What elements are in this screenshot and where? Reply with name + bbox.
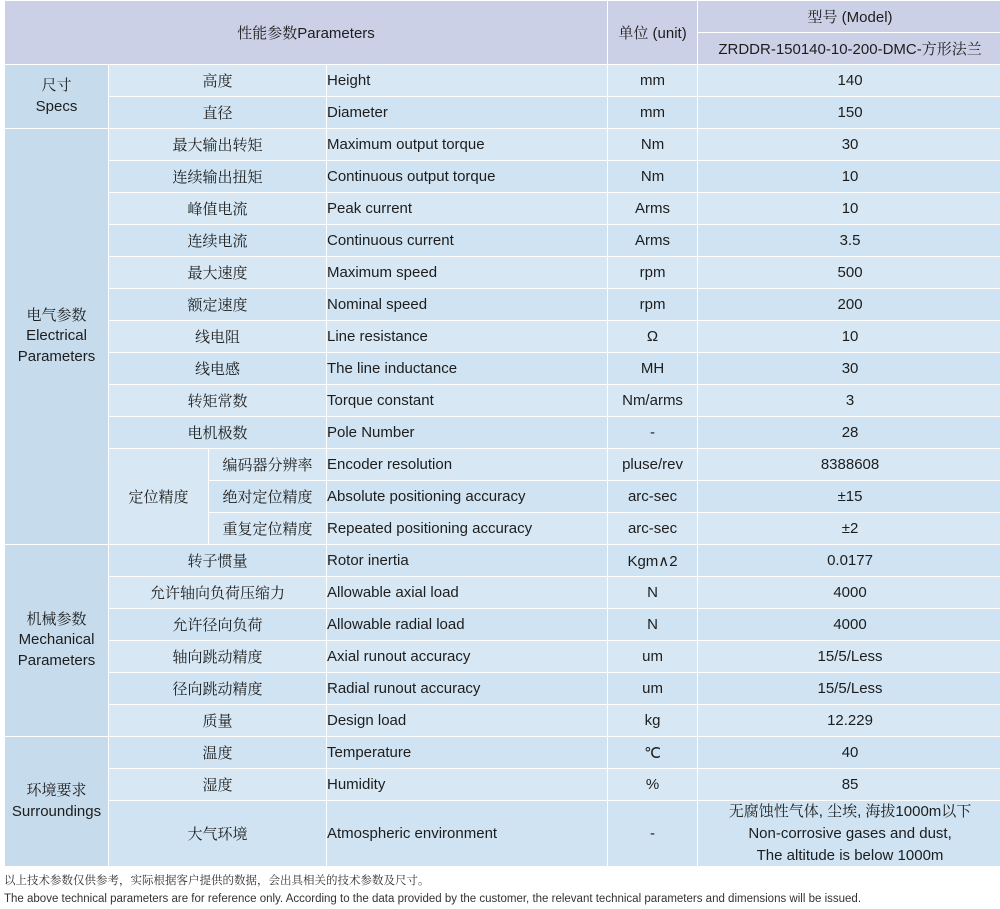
param-cn: 电机极数 <box>109 417 327 449</box>
table-row <box>5 129 1000 161</box>
param-cn: 连续输出扭矩 <box>109 161 327 193</box>
group-mechanical-cn: 机械参数 <box>5 610 108 630</box>
group-specs-cn: 尺寸 <box>5 76 108 96</box>
param-unit: um <box>608 673 698 705</box>
table-row <box>5 641 1000 673</box>
table-row <box>5 193 1000 225</box>
param-value: 500 <box>698 257 1000 289</box>
param-unit: mm <box>608 65 698 97</box>
param-en: Absolute positioning accuracy <box>327 481 608 513</box>
table-row <box>5 801 1000 867</box>
table-row <box>5 609 1000 641</box>
param-unit: Arms <box>608 225 698 257</box>
param-en: Maximum speed <box>327 257 608 289</box>
param-cn: 质量 <box>109 705 327 737</box>
param-unit: arc-sec <box>608 481 698 513</box>
param-cn: 线电阻 <box>109 321 327 353</box>
footnote-cn: 以上技术参数仅供参考，实际根据客户提供的数据，会出具相关的技术参数及尺寸。 <box>4 873 996 891</box>
table-row <box>5 65 1000 97</box>
group-electrical-en1: Electrical <box>5 326 108 346</box>
header-model-value: ZRDDR-150140-10-200-DMC-方形法兰 <box>698 33 1000 65</box>
param-value: ±15 <box>698 481 1000 513</box>
param-value-line: 无腐蚀性气体, 尘埃, 海拔1000m以下 <box>698 801 1000 823</box>
param-en: The line inductance <box>327 353 608 385</box>
param-en: Torque constant <box>327 385 608 417</box>
param-cn: 绝对定位精度 <box>209 481 327 513</box>
table-row <box>5 321 1000 353</box>
group-mechanical-en1: Mechanical <box>5 630 108 650</box>
param-value-line: The altitude is below 1000m <box>698 845 1000 867</box>
group-electrical-cn: 电气参数 <box>5 306 108 326</box>
table-row <box>5 97 1000 129</box>
group-environment-cn: 环境要求 <box>5 781 108 801</box>
param-en: Axial runout accuracy <box>327 641 608 673</box>
param-value: 140 <box>698 65 1000 97</box>
param-value: 15/5/Less <box>698 673 1000 705</box>
param-en: Rotor inertia <box>327 545 608 577</box>
param-en: Temperature <box>327 737 608 769</box>
param-en: Repeated positioning accuracy <box>327 513 608 545</box>
table-row <box>5 769 1000 801</box>
group-specs <box>5 65 109 129</box>
param-cn: 最大输出转矩 <box>109 129 327 161</box>
param-unit: MH <box>608 353 698 385</box>
table-row <box>5 353 1000 385</box>
param-en: Height <box>327 65 608 97</box>
param-en: Allowable radial load <box>327 609 608 641</box>
param-value: 10 <box>698 193 1000 225</box>
param-en: Allowable axial load <box>327 577 608 609</box>
param-cn: 大气环境 <box>109 801 327 867</box>
param-value: 8388608 <box>698 449 1000 481</box>
table-row <box>5 257 1000 289</box>
header-parameters: 性能参数Parameters <box>5 1 608 65</box>
param-en: Design load <box>327 705 608 737</box>
header-unit: 单位 (unit) <box>608 1 698 65</box>
param-unit: Kgm∧2 <box>608 545 698 577</box>
param-unit: arc-sec <box>608 513 698 545</box>
subgroup-accuracy: 定位精度 <box>109 449 209 545</box>
param-cn: 重复定位精度 <box>209 513 327 545</box>
param-cn: 最大速度 <box>109 257 327 289</box>
group-environment-en: Surroundings <box>5 802 108 822</box>
param-en: Encoder resolution <box>327 449 608 481</box>
param-unit: - <box>608 801 698 867</box>
param-cn: 湿度 <box>109 769 327 801</box>
param-unit: % <box>608 769 698 801</box>
table-header-row <box>5 1 1000 33</box>
param-value: 85 <box>698 769 1000 801</box>
param-unit: - <box>608 417 698 449</box>
specification-table <box>4 0 1000 867</box>
table-row <box>5 577 1000 609</box>
table-row <box>5 161 1000 193</box>
footnotes <box>4 873 996 909</box>
param-unit: pluse/rev <box>608 449 698 481</box>
table-row <box>5 417 1000 449</box>
param-value <box>698 801 1000 867</box>
param-unit: rpm <box>608 257 698 289</box>
param-unit: kg <box>608 705 698 737</box>
param-value: 10 <box>698 161 1000 193</box>
param-value: ±2 <box>698 513 1000 545</box>
table-row <box>5 673 1000 705</box>
param-cn: 高度 <box>109 65 327 97</box>
param-value: 15/5/Less <box>698 641 1000 673</box>
param-value: 200 <box>698 289 1000 321</box>
param-cn: 直径 <box>109 97 327 129</box>
param-en: Nominal speed <box>327 289 608 321</box>
table-row <box>5 705 1000 737</box>
param-value: 3 <box>698 385 1000 417</box>
param-cn: 转矩常数 <box>109 385 327 417</box>
table-row <box>5 449 1000 481</box>
param-unit: rpm <box>608 289 698 321</box>
param-cn: 允许径向负荷 <box>109 609 327 641</box>
header-model-label: 型号 (Model) <box>698 1 1000 33</box>
param-unit: N <box>608 577 698 609</box>
param-value: 12.229 <box>698 705 1000 737</box>
group-environment <box>5 737 109 867</box>
param-cn: 温度 <box>109 737 327 769</box>
param-unit: Nm <box>608 161 698 193</box>
table-row <box>5 545 1000 577</box>
param-en: Continuous current <box>327 225 608 257</box>
param-cn: 连续电流 <box>109 225 327 257</box>
param-en: Pole Number <box>327 417 608 449</box>
param-cn: 线电感 <box>109 353 327 385</box>
param-value: 40 <box>698 737 1000 769</box>
group-mechanical <box>5 545 109 737</box>
group-electrical-en2: Parameters <box>5 347 108 367</box>
param-unit: N <box>608 609 698 641</box>
param-cn: 轴向跳动精度 <box>109 641 327 673</box>
table-row <box>5 737 1000 769</box>
param-cn: 额定速度 <box>109 289 327 321</box>
param-en: Radial runout accuracy <box>327 673 608 705</box>
param-en: Continuous output torque <box>327 161 608 193</box>
param-unit: Ω <box>608 321 698 353</box>
param-en: Maximum output torque <box>327 129 608 161</box>
param-unit: mm <box>608 97 698 129</box>
param-value: 0.0177 <box>698 545 1000 577</box>
param-value-line: Non-corrosive gases and dust, <box>698 823 1000 845</box>
table-row <box>5 289 1000 321</box>
param-unit: um <box>608 641 698 673</box>
group-specs-en: Specs <box>5 97 108 117</box>
param-en: Diameter <box>327 97 608 129</box>
param-cn: 转子惯量 <box>109 545 327 577</box>
table-row <box>5 385 1000 417</box>
param-value: 150 <box>698 97 1000 129</box>
footnote-en: The above technical parameters are for reference only. According to the data provided by the customer, the relevant technical parameters and dimensions will be issued. <box>4 891 996 909</box>
param-cn: 径向跳动精度 <box>109 673 327 705</box>
param-unit: Arms <box>608 193 698 225</box>
param-en: Humidity <box>327 769 608 801</box>
param-value: 4000 <box>698 577 1000 609</box>
param-value: 3.5 <box>698 225 1000 257</box>
param-cn: 允许轴向负荷压缩力 <box>109 577 327 609</box>
param-en: Peak current <box>327 193 608 225</box>
param-unit: Nm/arms <box>608 385 698 417</box>
group-electrical <box>5 129 109 545</box>
param-value: 4000 <box>698 609 1000 641</box>
param-cn: 编码器分辨率 <box>209 449 327 481</box>
param-unit: ℃ <box>608 737 698 769</box>
param-value: 10 <box>698 321 1000 353</box>
param-cn: 峰值电流 <box>109 193 327 225</box>
group-mechanical-en2: Parameters <box>5 651 108 671</box>
param-unit: Nm <box>608 129 698 161</box>
param-en: Atmospheric environment <box>327 801 608 867</box>
param-value: 30 <box>698 353 1000 385</box>
param-en: Line resistance <box>327 321 608 353</box>
param-value: 30 <box>698 129 1000 161</box>
param-value: 28 <box>698 417 1000 449</box>
table-row <box>5 225 1000 257</box>
